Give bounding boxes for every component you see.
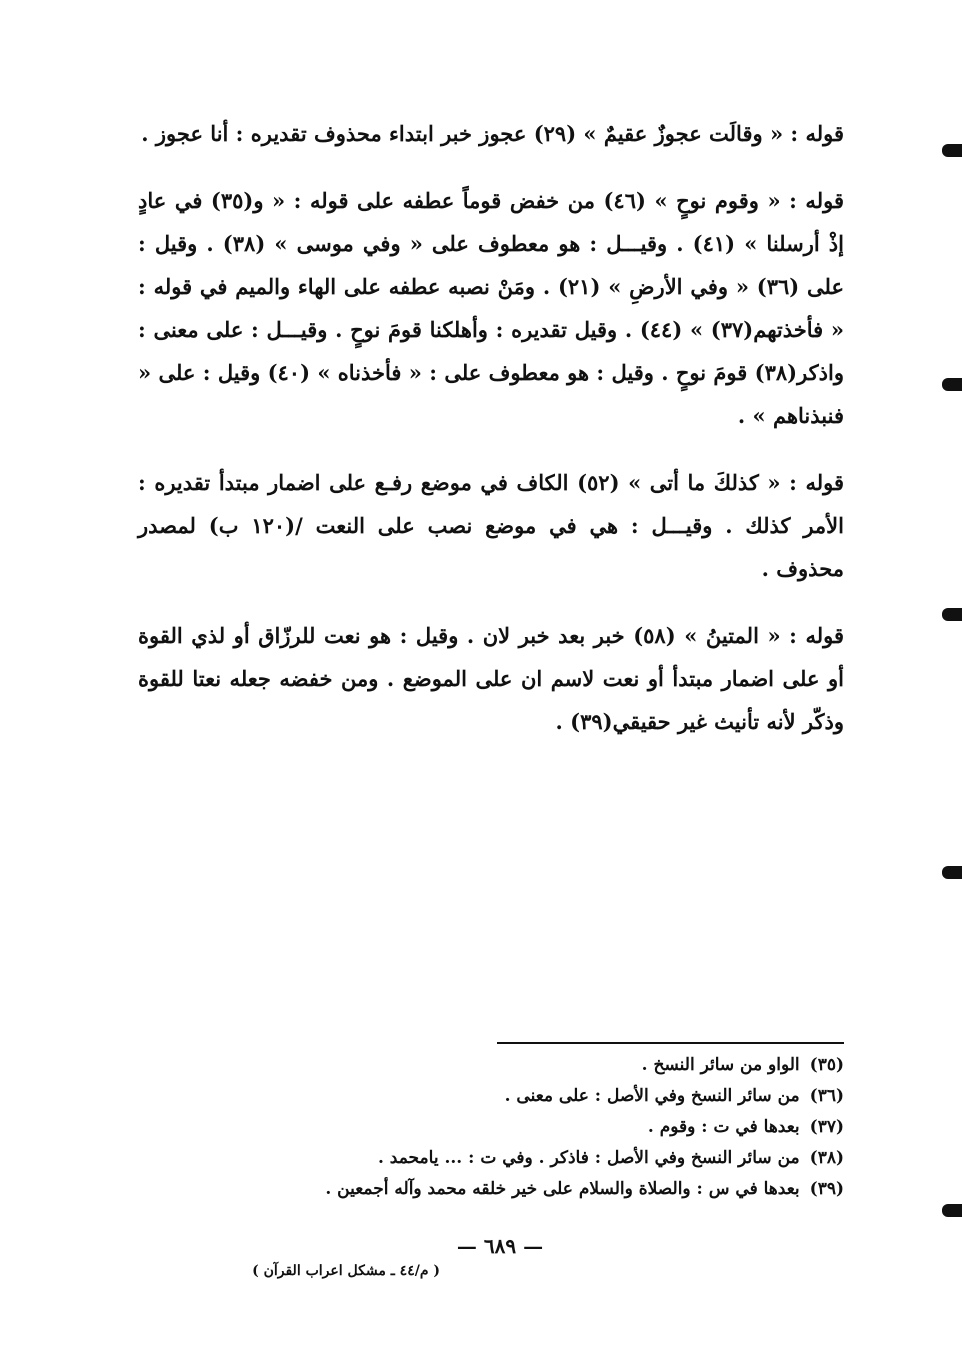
footnote-number: (٣٩)	[809, 1179, 844, 1199]
footnote-39	[150, 1174, 844, 1205]
scan-edge-mark	[942, 866, 962, 879]
footnote-text: بعدها في ت : وقوم .	[647, 1117, 800, 1137]
footnote-text: بعدها في س : والصلاة والسلام على خير خلقه محمد وآله أجمعين .	[325, 1179, 800, 1199]
footnote-35	[150, 1050, 844, 1081]
footnote-text: الواو من سائر النسخ .	[641, 1055, 800, 1075]
scan-edge-mark	[942, 1204, 962, 1217]
paragraph-4: قوله : « المتينُ » (٥٨) خبر بعد خبر لان . وقيل : هو نعت للرزّاق أو لذي القوة أو على اضمار مبتدأ أو نعت لاسم ان على الموضع . ومن خفضه جعله نعتا للقوة وذكّر لأنه تأنيث غير حقيقي(٣٩) .	[138, 623, 845, 734]
printer-signature: ( م/٤٤ ـ مشكل اعراب القرآن )	[252, 1263, 440, 1279]
footnote-number: (٣٥)	[809, 1055, 844, 1075]
footnote-number: (٣٦)	[809, 1086, 844, 1106]
footnote-number: (٣٨)	[809, 1148, 844, 1168]
footnote-37	[150, 1112, 844, 1143]
footnote-38	[150, 1143, 844, 1174]
scan-edge-mark	[942, 144, 962, 157]
paragraph-2: قوله : « وقوم نوحٍ » (٤٦) من خفض قوماً عطفه على قوله : « و(٣٥) في عادٍ إذْ أرسلنا » (٤١) . وقيـــل : هو معطوف على « وفي موسى » (٣٨) . وقيل : على (٣٦) « وفي الأرضِ » (٢١) . ومَنْ نصبه عطفه على الهاء والميم في قوله : « فأخذتهم(٣٧) » (٤٤) . وقيل تقديره : وأهلكنا قومَ نوحٍ . وقيـــل : على معنى : واذكر(٣٨) قومَ نوحٍ . وقيل : هو معطوف على : « فأخذناه » (٤٠) وقيل : على « فنبذناهم » .	[138, 188, 845, 428]
footnote-36	[150, 1081, 844, 1112]
footnote-text: من سائر النسخ وفي الأصل : على معنى .	[504, 1086, 800, 1106]
page-number: — ٦٨٩ —	[456, 1234, 544, 1258]
main-text	[138, 112, 844, 767]
paragraph-3: قوله : « كذلكَ ما أتى » (٥٢) الكاف في موضع رفـع على اضمار مبتدأ تقديره : الأمر كذلك . وقيـــل : هي في موضع نصب على النعت /(١٢٠ ب) لمصدر محذوف .	[138, 470, 844, 581]
footnotes	[150, 1050, 844, 1205]
paragraph-1: قوله : « وقالَت عجوزٌ عقيمٌ » (٢٩) عجوز خبر ابتداء محذوف تقديره : أنا عجوز .	[141, 121, 844, 146]
footnote-text: من سائر النسخ وفي الأصل : فاذكر . وفي ت : ... يامحمد .	[377, 1148, 800, 1168]
footnote-number: (٣٧)	[809, 1117, 844, 1137]
scan-edge-mark	[942, 378, 962, 391]
scan-edge-mark	[942, 608, 962, 621]
footnote-separator	[497, 1042, 844, 1044]
